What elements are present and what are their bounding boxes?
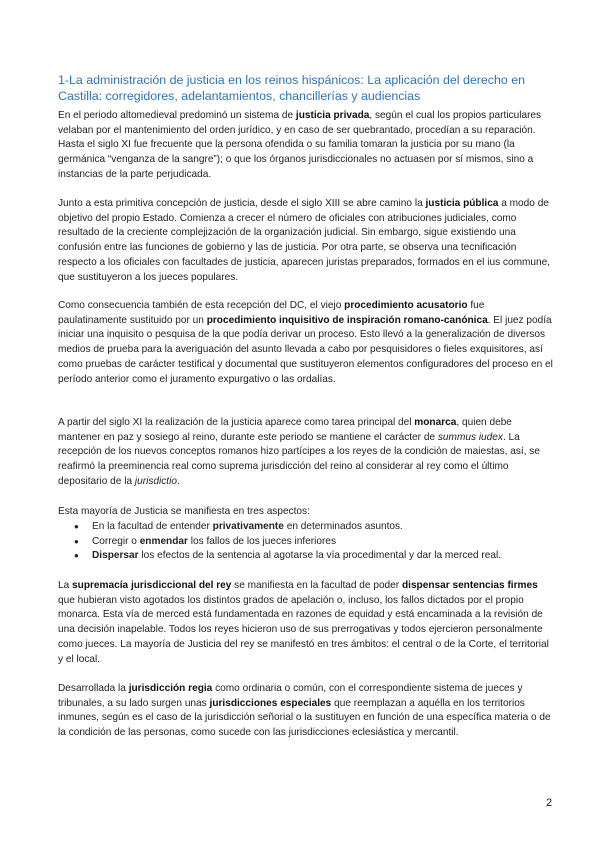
text-run: que hubieran visto agotados los distintos grados de apelación o, incluso, los fallos dictados por el propio monarca. Esta vía de merced está fundamentada en razones de equidad y está encaminada a la revisión de una decisión inapelable. Todos los reyes hicieron uso de sus prerrogativas y todos ejercieron personalmente como jueces. La mayoría de Justicia del rey se manifestó en tres ámbitos: el central o de la Corte, el territorial y el local. [58,594,549,665]
bold-term: justicia privada [295,110,370,121]
text-run: A partir del siglo XI la realización de la justicia aparece como tarea principal del [58,417,415,428]
text-run: La [58,580,73,591]
text-run: . [176,475,180,487]
bold-term: justicia pública [425,198,499,209]
paragraph-supremacia [58,579,556,667]
text-run: Junto a esta primitiva concepción de justicia, desde el siglo XIII se abre camino la [58,198,426,209]
page-number: 2 [546,797,553,809]
text-run: . La recepción de los nuevos conceptos romanos hizo partícipes a los reyes de la condición de maiestas, así, se reafirmó la preeminencia real como suprema jurisdicción del reino al considerar al rey como el último depositario de la [58,431,540,487]
list-item [58,520,556,535]
text-run: , quien debe mantener en paz y sosiego al reino, durante este periodo se mantiene el carácter de [58,417,512,443]
aspects-list [58,520,556,564]
paragraph-justicia-publica [58,197,556,285]
bold-term: monarca [414,417,457,428]
text-run: Como consecuencia también de esta recepción del DC, el viejo [58,300,345,311]
text-run: En la facultad de entender [92,521,213,532]
paragraph-procedimiento [58,299,556,387]
paragraph-justicia-privada [58,109,556,183]
paragraph-monarca [58,416,556,490]
list-item [58,535,556,550]
bold-term: jurisdicciones especiales [209,697,332,709]
list-item [58,549,556,564]
bold-term: Dispersar [92,550,139,562]
text-run: , según el cual los propios particulares velaban por el mantenimiento del orden jurídico, y en caso de ser quebrantado, procedían a su reparación. Hasta el siglo XI fue frecuente que la persona ofendida o su familia tomaran la justicia por su mano (la germánica “venganza de la sangre”); o que los órganos jurisdiccionales no actuasen por sí mismos, sino a instancias de la parte perjudicada. [58,110,542,180]
text-run: Desarrollada la [58,683,129,694]
text-run: se manifiesta en la facultad de poder [231,580,402,591]
bold-term: dispensar sentencias firmes [401,580,538,591]
text-run: En el periodo altomedieval predominó un sistema de [58,110,296,121]
paragraph-aspectos-intro: Esta mayoría de Justicia se manifiesta en tres aspectos: [58,506,310,517]
bold-term: supremacía jurisdiccional del rey [72,580,232,591]
text-run: . El juez podía iniciar una inquisito o pesquisa de la que podía derivar un proceso. Esto llevó a la generalización de diversos medios de prueba para la averiguación del asunto llevada a cabo por pesquisidores o fieles exquisitores, así como pruebas de carácter testifical y documental que sustituyeron elementos configuradores del proceso en el período anterior como el juramento expurgativo o las ordalías. [58,314,553,385]
bold-term: procedimiento inquisitivo de inspiración romano-canónica [206,314,488,326]
bold-term: enmendar [139,535,188,547]
text-run: como ordinaria o común, con el correspondiente sistema de jueces y tribunales, a su lado surgen unas [58,683,523,709]
bold-term: procedimiento acusatorio [344,300,468,311]
italic-term: jurisdictio [134,475,177,487]
italic-term: summus iudex [437,431,503,443]
bold-term: privativamente [212,521,284,532]
text-run: Corregir o [92,535,140,547]
text-run: fue paulatinamente sustituido por un [58,300,485,326]
text-run: los fallos de los jueces inferiores [187,535,337,547]
text-run: los efectos de la sentencia al agotarse la vía procedimental y dar la merced real. [138,550,502,562]
text-run: que reemplazan a aquélla en los territorios inmunes, según es el caso de la jurisdicción señorial o la sustituyen en función de una específica materia o de la condición de las personas, como sucede con las jurisdicciones eclesiástica y mercantil. [58,697,551,739]
text-run: en determinados asuntos. [283,521,403,532]
text-run: a modo de objetivo del propio Estado. Comienza a crecer el número de oficiales con atribuciones judiciales, como resultado de la creciente complejización de la organización judicial. Sin embargo, sigue existiendo una confusión entre las funciones de gobierno y las de justicia. Por otra parte, se observa una tecnificación respecto a los oficiales con facultades de justicia, aparecen juristas preparados, formados en el ius commune, que sustituyeron a los jueces populares. [58,198,551,283]
section-heading: 1-La administración de justicia en los reinos hispánicos: La aplicación del derecho en Castilla: corregidores, adelantamientos, chancillerías y audiencias [58,73,525,103]
bold-term: jurisdicción regia [128,683,213,694]
paragraph-jurisdiccion-regia [58,682,556,741]
